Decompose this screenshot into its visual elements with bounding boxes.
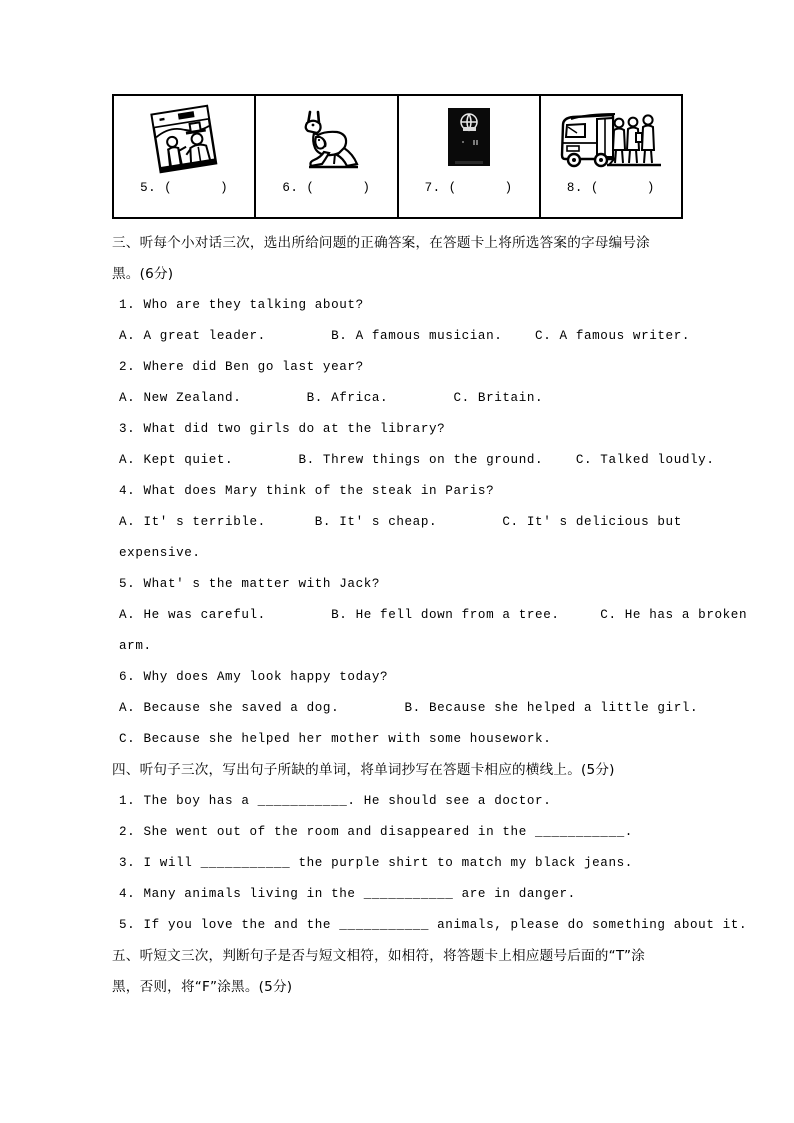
question-6-options-continued: C. Because she helped her mother with some housework. <box>119 732 552 746</box>
fill-blank-item-2: 2. She went out of the room and disappeared in the ___________. <box>119 825 633 839</box>
bus-boarding-icon <box>541 96 681 180</box>
section-four-heading: 四、听句子三次，写出句子所缺的单词，将单词抄写在答题卡相应的横线上。(5分) <box>112 762 615 778</box>
question-4-options: A. It' s terrible. B. It' s cheap. C. It' s delicious but <box>119 515 682 529</box>
picture-cell-8 <box>541 96 681 217</box>
question-5-stem: 5. What' s the matter with Jack? <box>119 577 381 591</box>
question-3-stem: 3. What did two girls do at the library? <box>119 422 446 436</box>
question-5-options-continued: arm. <box>119 639 152 653</box>
question-2-options: A. New Zealand. B. Africa. C. Britain. <box>119 391 544 405</box>
section-three-heading-line2: 黑。(6分) <box>112 266 174 282</box>
question-1-options: A. A great leader. B. A famous musician. C. A famous writer. <box>119 329 691 343</box>
question-4-stem: 4. What does Mary think of the steak in Paris? <box>119 484 495 498</box>
fill-blank-item-1: 1. The boy has a ___________. He should see a doctor. <box>119 794 552 808</box>
section-three-heading-line1: 三、听每个小对话三次，选出所给问题的正确答案，在答题卡上将所选答案的字母编号涂 <box>112 235 650 251</box>
question-2-stem: 2. Where did Ben go last year? <box>119 360 364 374</box>
fill-blank-item-3: 3. I will ___________ the purple shirt to match my black jeans. <box>119 856 633 870</box>
question-4-options-continued: expensive. <box>119 546 201 560</box>
passport-icon <box>399 96 539 180</box>
picture-cell-7 <box>399 96 541 217</box>
fill-blank-item-4: 4. Many animals living in the ___________ are in danger. <box>119 887 576 901</box>
picture-label: 7. ( ) <box>424 181 513 195</box>
kangaroo-icon <box>256 96 396 180</box>
question-1-stem: 1. Who are they talking about? <box>119 298 364 312</box>
picture-cell-5 <box>114 96 256 217</box>
picture-label: 8. ( ) <box>566 181 655 195</box>
section-five-heading-line2: 黑，否则，将“F”涂黑。(5分) <box>112 979 293 995</box>
picture-label: 5. ( ) <box>140 181 229 195</box>
picture-table <box>112 94 683 219</box>
question-6-options: A. Because she saved a dog. B. Because she helped a little girl. <box>119 701 699 715</box>
section-five-heading-line1: 五、听短文三次，判断句子是否与短文相符，如相符，将答题卡上相应题号后面的“T”涂 <box>112 948 646 964</box>
question-3-options: A. Kept quiet. B. Threw things on the ground. C. Talked loudly. <box>119 453 715 467</box>
picture-label: 6. ( ) <box>282 181 371 195</box>
picture-cell-6 <box>256 96 398 217</box>
question-5-options: A. He was careful. B. He fell down from a tree. C. He has a broken <box>119 608 748 622</box>
fill-blank-item-5: 5. If you love the and the ___________ animals, please do something about it. <box>119 918 748 932</box>
newspaper-interview-icon <box>114 96 254 180</box>
question-body <box>112 228 748 1003</box>
question-6-stem: 6. Why does Amy look happy today? <box>119 670 389 684</box>
